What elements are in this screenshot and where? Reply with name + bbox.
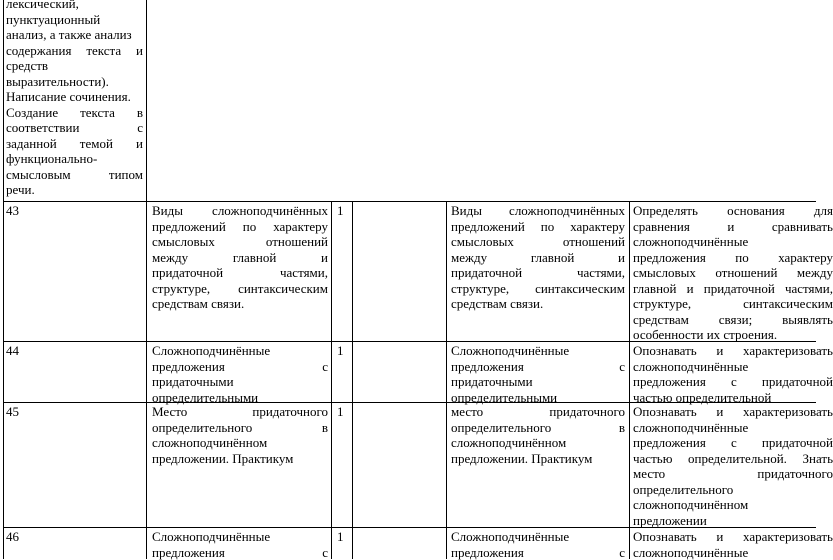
- text-line: частью определительной. Знать: [633, 451, 833, 467]
- text-line: Сложноподчинённые: [451, 343, 625, 359]
- text-line: сложноподчинённые: [633, 420, 833, 436]
- text-line: предложении: [633, 513, 833, 529]
- text-line: структуре, синтаксическим: [633, 296, 833, 312]
- text-line: Место придаточного: [152, 404, 328, 420]
- text-line: определительными: [152, 390, 328, 406]
- text-line: смысловых отношений между: [633, 265, 833, 281]
- text-line: предложений по характеру: [152, 219, 328, 235]
- row-number: 44: [6, 343, 19, 358]
- text-line: определительного в: [451, 420, 625, 436]
- text-line: сравнения и сравнивать: [633, 219, 833, 235]
- table-border-col2: [331, 201, 332, 559]
- text-line: предложения по характеру: [633, 250, 833, 266]
- text-line: предложения с: [451, 359, 625, 375]
- text-line: придаточными: [152, 374, 328, 390]
- activity-cell: [633, 343, 816, 405]
- text-line: особенности их строения.: [633, 327, 833, 343]
- table-border-col3: [352, 201, 353, 559]
- table-border-row-43: [3, 201, 816, 202]
- topic-cell: [152, 343, 328, 405]
- text-line: содержания текста и: [6, 43, 143, 59]
- table-border-col4: [446, 201, 447, 559]
- text-line: придаточными: [451, 374, 625, 390]
- topic-cell: [152, 203, 328, 312]
- text-line: смысловым типом: [6, 167, 143, 183]
- hours-value: 1: [337, 529, 344, 544]
- text-line: место придаточного: [633, 466, 833, 482]
- row-number: 45: [6, 404, 19, 419]
- text-line: структуре, синтаксическим: [152, 281, 328, 297]
- table-border-col5: [629, 201, 630, 559]
- text-line: Сложноподчинённые: [152, 343, 328, 359]
- activity-cell: [633, 529, 816, 560]
- content-cell: [451, 203, 625, 312]
- hours-value: 1: [337, 203, 344, 218]
- content-cell: [451, 343, 625, 405]
- activity-cell: [633, 203, 816, 343]
- text-line: пунктуационный: [6, 12, 143, 28]
- activity-cell: [633, 404, 816, 528]
- text-line: смысловых отношений: [451, 234, 625, 250]
- topic-cell: [152, 529, 328, 560]
- row-number: 46: [6, 529, 19, 544]
- text-line: заданной темой и: [6, 136, 143, 152]
- text-line: сложноподчинённые: [633, 359, 833, 375]
- text-line: Сложноподчинённые: [152, 529, 328, 545]
- text-line: смысловых отношений: [152, 234, 328, 250]
- text-line: средств: [6, 58, 143, 74]
- text-line: Создание текста в: [6, 105, 143, 121]
- text-line: предложения с: [451, 545, 625, 560]
- text-line: средствам связи.: [152, 296, 328, 312]
- content-cell: [451, 529, 625, 560]
- topic-cell: [152, 404, 328, 466]
- text-line: сложноподчинённые: [633, 545, 833, 560]
- text-line: Опознавать и характеризовать: [633, 343, 833, 359]
- content-cell: [451, 404, 625, 466]
- text-line: выразительности).: [6, 74, 143, 90]
- top-row-cell: [6, 0, 143, 198]
- text-line: лексический,: [6, 0, 143, 12]
- text-line: речи.: [6, 182, 143, 198]
- text-line: предложения с придаточной: [633, 374, 833, 390]
- text-line: Определять основания для: [633, 203, 833, 219]
- text-line: придаточной частями,: [451, 265, 625, 281]
- text-line: соответствии с: [6, 120, 143, 136]
- text-line: предложения с придаточной: [633, 435, 833, 451]
- text-line: предложении. Практикум: [451, 451, 625, 467]
- text-line: средствам связи; выявлять: [633, 312, 833, 328]
- text-line: Опознавать и характеризовать: [633, 529, 833, 545]
- text-line: между главной и: [152, 250, 328, 266]
- text-line: сложноподчинённом: [152, 435, 328, 451]
- text-line: определительными: [451, 390, 625, 406]
- text-line: предложении. Практикум: [152, 451, 328, 467]
- text-line: место придаточного: [451, 404, 625, 420]
- text-line: Виды сложноподчинённых: [152, 203, 328, 219]
- text-line: предложения с: [152, 359, 328, 375]
- text-line: структуре, синтаксическим: [451, 281, 625, 297]
- text-line: предложений по характеру: [451, 219, 625, 235]
- text-line: частью определительной: [633, 390, 833, 406]
- text-line: сложноподчинённом: [633, 497, 833, 513]
- hours-value: 1: [337, 404, 344, 419]
- text-line: Опознавать и характеризовать: [633, 404, 833, 420]
- table-border-col1: [146, 0, 147, 559]
- text-line: определительного: [633, 482, 833, 498]
- hours-value: 1: [337, 343, 344, 358]
- text-line: определительного в: [152, 420, 328, 436]
- text-line: между главной и: [451, 250, 625, 266]
- row-number: 43: [6, 203, 19, 218]
- text-line: сложноподчинённые: [633, 234, 833, 250]
- text-line: анализ, а также анализ: [6, 27, 143, 43]
- text-line: предложения с: [152, 545, 328, 560]
- text-line: главной и придаточной частями,: [633, 281, 833, 297]
- text-line: Сложноподчинённые: [451, 529, 625, 545]
- text-line: средствам связи.: [451, 296, 625, 312]
- table-border-left: [3, 0, 4, 559]
- text-line: сложноподчинённом: [451, 435, 625, 451]
- text-line: придаточной частями,: [152, 265, 328, 281]
- text-line: функционально-: [6, 151, 143, 167]
- text-line: Виды сложноподчинённых: [451, 203, 625, 219]
- text-line: Написание сочинения.: [6, 89, 143, 105]
